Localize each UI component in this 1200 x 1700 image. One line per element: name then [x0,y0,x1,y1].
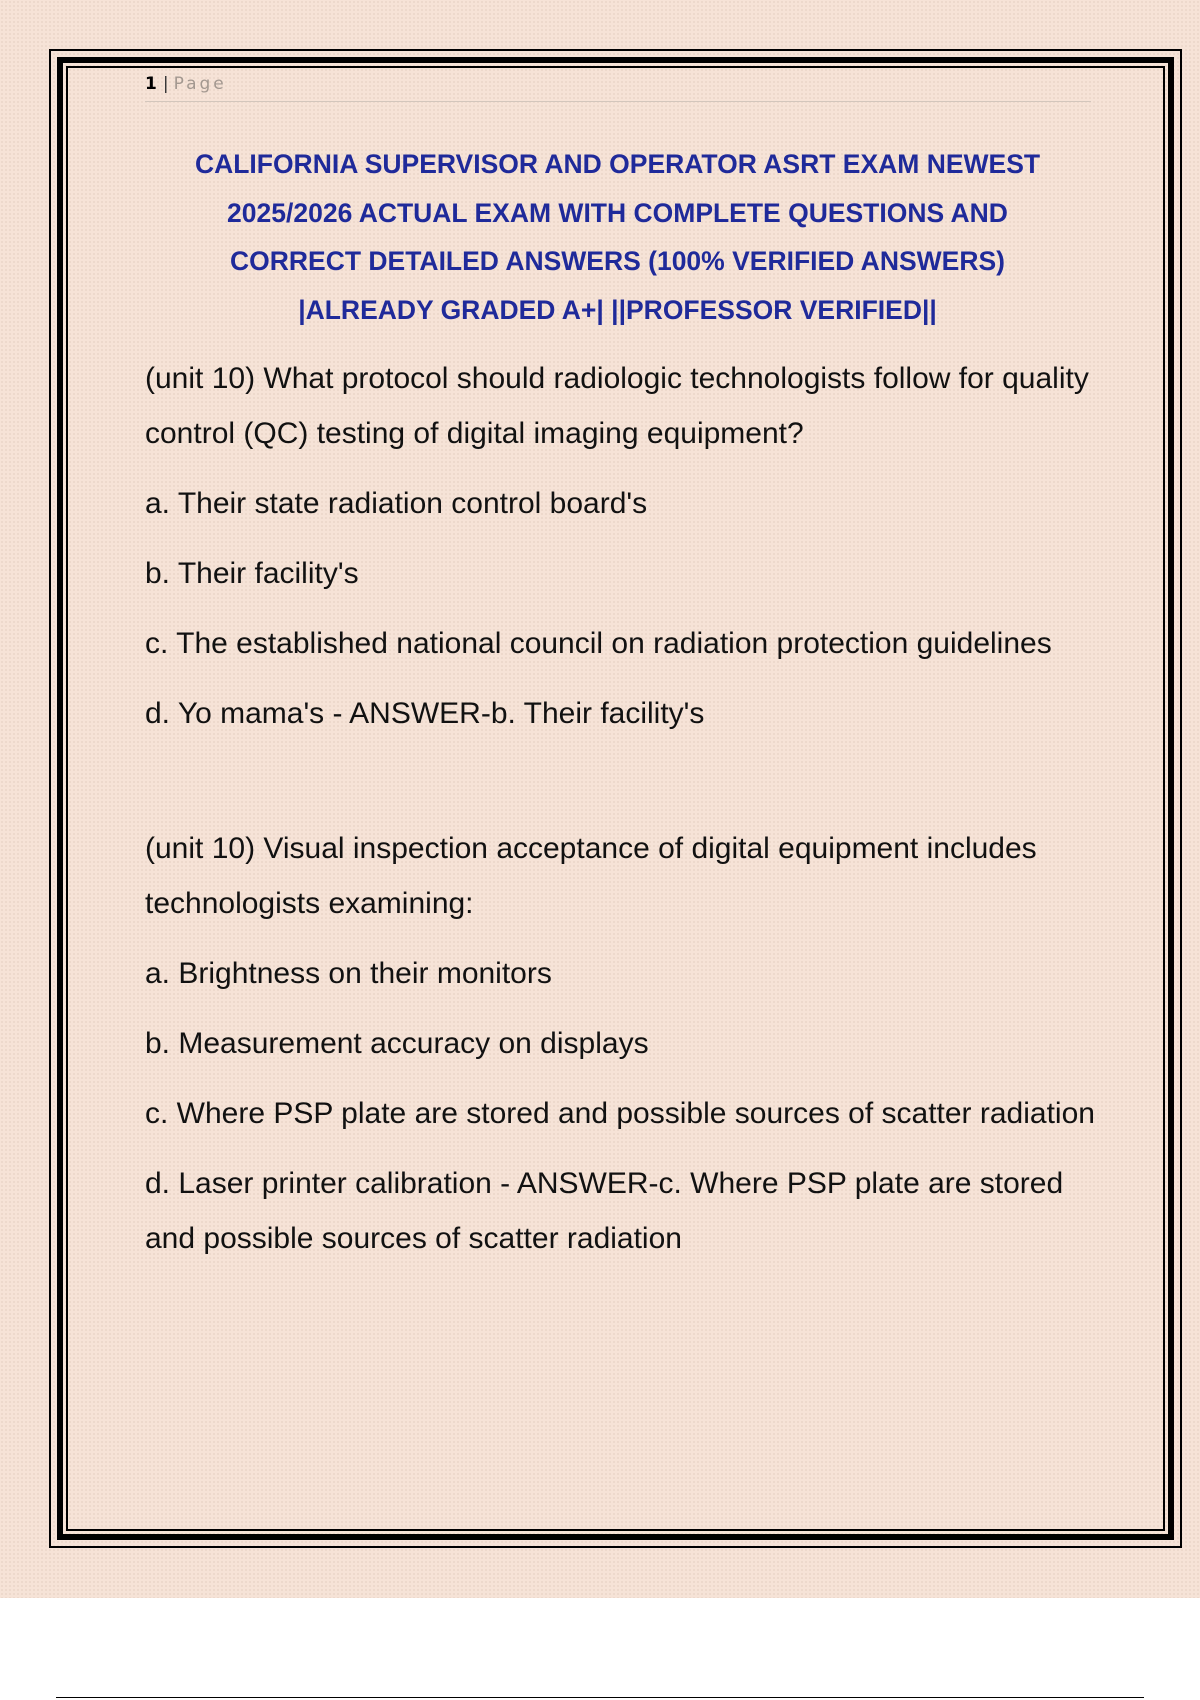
document-title [150,140,1085,334]
question-text: (unit 10) Visual inspection acceptance of digital equipment includes technologists examining: [145,832,1037,920]
answer-option: d. Yo mama's - ANSWER-b. Their facility's [145,697,705,730]
answer-option: c. The established national council on radiation protection guidelines [145,627,1052,660]
answer-option: d. Laser printer calibration - ANSWER-c. Where PSP plate are stored and possible sources of scatter radiation [145,1167,1064,1255]
page-header [145,74,1091,102]
page-label: Page [173,74,227,94]
title-line: 2025/2026 ACTUAL EXAM WITH COMPLETE QUESTIONS AND [227,197,1008,228]
title-line: CORRECT DETAILED ANSWERS (100% VERIFIED ANSWERS) [230,246,1005,276]
question-block [145,351,1095,741]
page-number: 1 [145,74,158,94]
question-spacer [145,741,1095,821]
answer-option: a. Brightness on their monitors [145,957,552,990]
title-line: |ALREADY GRADED A+| ||PROFESSOR VERIFIED|| [298,294,937,325]
answer-option: a. Their state radiation control board's [145,487,648,520]
page-separator: | [162,74,169,94]
question-text: (unit 10) What protocol should radiologic technologists follow for quality control (QC) testing of digital imaging equipment? [145,362,1089,450]
title-line: CALIFORNIA SUPERVISOR AND OPERATOR ASRT EXAM NEWEST [194,149,1041,179]
answer-option: b. Their facility's [145,557,359,590]
footer-rule [56,1697,1144,1698]
answer-option: b. Measurement accuracy on displays [145,1027,649,1060]
exam-content [145,351,1095,1266]
question-block [145,821,1095,1266]
answer-option: c. Where PSP plate are stored and possible sources of scatter radiation [145,1097,1095,1130]
